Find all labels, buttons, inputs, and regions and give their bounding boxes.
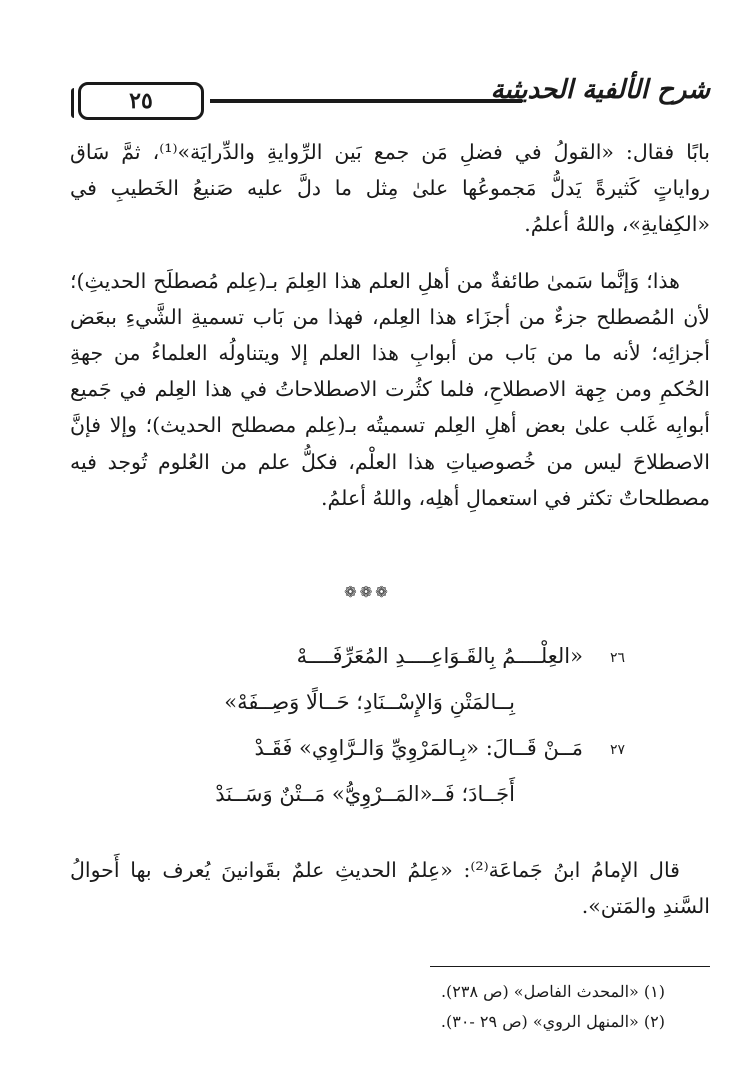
header-rule — [210, 99, 522, 103]
main-text — [70, 134, 710, 516]
paragraph-2: هذا؛ وَإنَّما سَمىٰ طائفةٌ من أهلِ العلم هذا العِلمَ بـ(عِلم مُصطلَح الحديثِ)؛ لأن المُصطلح جزءٌ من أجزَاء هذا العِلم، فهذا من بَاب تسميةِ الشَّيءِ ببعَض أجزائِه؛ لأنه ما من بَاب من أبوابِ هذا العلم إلا ويتناولُه العلماءُ من جهةِ الحُكمِ ومن جِهة الاصطلاحِ، فلما كثُرت الاصطلاحاتُ في هذا العِلم في جَميع أبوابِه غَلب علىٰ بعض أهلِ العِلم تسميتُه بـ(عِلم مصطلح الحديث)؛ وإلا فإنَّ الاصطلاحَ ليس من خُصوصياتِ هذا العلْم، فكلُّ علم من العُلوم تُوجد فيه مصطلحاتٌ تكثر في استعمالِ أهلِه، واللهُ أعلمُ. — [70, 268, 710, 510]
verse-27-second-hemistich: أَجَــادَ؛ فَــ«المَــرْوِيُّ» مَــتْنٌ وَسَــنَدْ — [215, 782, 515, 806]
paragraph-1: بابًا فقال: «القولُ في فضلِ مَن جمع بَين الرِّوايةِ والدِّرايَة»⁽¹⁾، ثمَّ سَاق رواياتٍ كَثيرةً يَدلُّ مَجموعُها علىٰ مِثل ما دلَّ عليه صَنيعُ الخَطيبِ في «الكِفايةِ»، واللهُ أعلمُ. — [70, 140, 710, 237]
quote-paragraph: قال الإمامُ ابنُ جَماعَة⁽²⁾: «عِلمُ الحديثِ علمٌ بقَوانينَ يُعرف بها أَحوالُ السَّندِ والمَتن». — [70, 858, 710, 919]
verse-number-26: ٢٦ — [609, 650, 625, 666]
verse-27-first-hemistich: مَــنْ قَــالَ: «بِـالمَرْوِيِّ وَالـرَّاوِي» فَقَـدْ — [254, 736, 583, 760]
running-title: شرح الألفية الحديثية — [490, 75, 710, 105]
page-number: ٢٥ — [129, 88, 153, 114]
paragraph-gap — [70, 243, 710, 263]
page-number-box — [78, 82, 204, 120]
verse-number-27: ٢٧ — [609, 742, 625, 758]
footnote-1: (١) «المحدث الفاصل» (ص ٢٣٨). — [440, 982, 665, 1001]
verse-26-first-hemistich: «العِلْــــمُ بِالقَـوَاعِــــدِ المُعَرِّفَــــهْ — [296, 644, 583, 668]
section-separator: ❁❁❁ — [344, 583, 391, 601]
page-header — [70, 68, 710, 118]
footnote-rule — [430, 966, 710, 967]
footnote-2: (٢) «المنهل الروي» (ص ٢٩ -٣٠). — [440, 1012, 665, 1031]
verse-26-second-hemistich: بِــالمَتْنِ وَالإِسْــنَادِ؛ حَــالًا وَصِــفَهْ» — [224, 690, 515, 714]
